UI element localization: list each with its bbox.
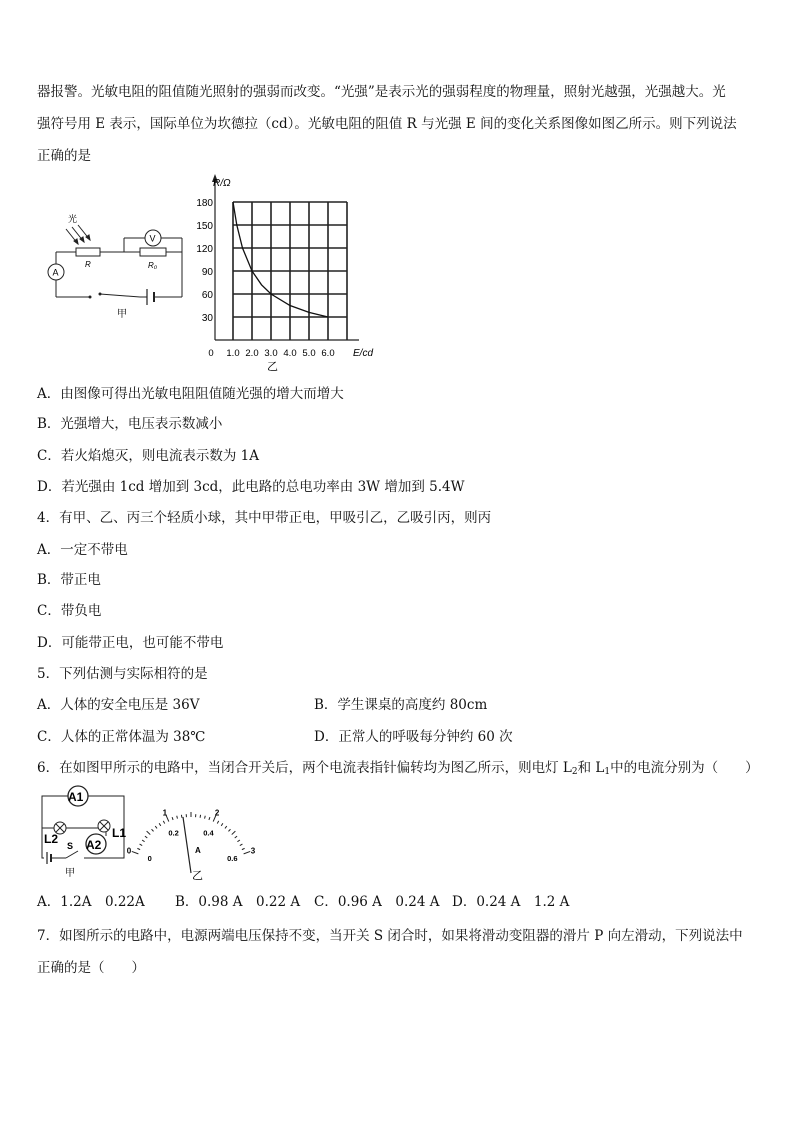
photoresistor-r <box>76 248 100 256</box>
meter-tick <box>140 844 143 845</box>
meter-tick <box>152 829 154 831</box>
resistance-curve <box>233 202 328 317</box>
meter-tick <box>235 836 237 838</box>
meter-tick <box>217 821 218 824</box>
q4-option-a: A．一定不带电 <box>37 542 128 558</box>
y-tick-label: 60 <box>201 290 213 301</box>
intro-line-2: 强符号用 E 表示，国际单位为坎德拉（cd）。光敏电阻的阻值 R 与光强 E 间的变化关系图像如图乙所示。则下列说法 <box>37 116 737 132</box>
q5-option-a: A．人体的安全电压是 36V <box>37 697 200 713</box>
r-label: R <box>85 260 91 269</box>
y-tick-label: 180 <box>196 198 213 209</box>
meter-tick <box>145 836 147 838</box>
svg-text:L2: L2 <box>44 832 59 846</box>
q3-option-c: C．若火焰熄灭，则电流表示数为 1A <box>37 448 259 464</box>
q7-stem-line-1: 7．如图所示的电路中，电源两端电压保持不变，当开关 S 闭合时，如果将滑动变阻器的滑片 P 向左滑动，下列说法中 <box>37 928 743 944</box>
x-tick-label: 6.0 <box>321 348 335 359</box>
q4-option-d: D．可能带正电，也可能不带电 <box>37 635 224 651</box>
meter-tick <box>244 851 251 853</box>
meter-tick <box>209 817 210 820</box>
y-axis-label: R/Ω <box>213 178 231 189</box>
meter-tick <box>132 851 139 853</box>
q5-stem: 5．下列估测与实际相符的是 <box>37 666 208 682</box>
meter-tick <box>147 831 151 834</box>
meter-tick <box>237 840 239 842</box>
q7-stem-line-2: 正确的是（ ） <box>37 960 145 976</box>
meter-tick <box>172 817 173 820</box>
meter-top-tick-label: 1 <box>162 808 168 818</box>
q4-option-c: C．带负电 <box>37 603 102 619</box>
meter-bottom-tick-label: 0 <box>147 853 152 863</box>
resistor-r0 <box>140 248 166 256</box>
q6-ammeter-dial <box>128 795 268 885</box>
y-tick-label: 150 <box>196 221 213 232</box>
svg-text:甲: 甲 <box>65 868 75 879</box>
meter-unit: A <box>195 846 201 855</box>
x-tick-label: 2.0 <box>245 348 259 359</box>
meter-bottom-tick-label: 0.2 <box>168 828 179 838</box>
voltmeter-label: V <box>149 233 156 244</box>
meter-tick <box>242 848 245 849</box>
meter-tick <box>221 823 223 826</box>
q3-option-b: B．光强增大，电压表示数减小 <box>37 416 223 432</box>
q5-option-b: B．学生课桌的高度约 80cm <box>314 697 488 713</box>
light-arrows-icon <box>66 225 90 244</box>
meter-tick <box>159 823 161 826</box>
meter-tick <box>177 816 178 819</box>
meter-tick <box>225 826 227 828</box>
ammeter-label: A <box>52 267 59 278</box>
x-tick-label: 1.0 <box>226 348 240 359</box>
q6-option-a: A．1.2A 0.22A <box>37 894 145 910</box>
meter-caption: 乙 <box>192 870 203 882</box>
light-label: 光 <box>68 214 78 224</box>
x-axis-label: E/cd <box>353 348 374 359</box>
q3-resistance-graph <box>195 170 375 375</box>
q5-option-c: C．人体的正常体温为 38℃ <box>37 729 206 745</box>
r0-label: R₀ <box>148 261 158 270</box>
meter-tick <box>137 848 140 849</box>
meter-top-tick-label: 0 <box>126 846 132 856</box>
y-tick-label: 90 <box>201 267 213 278</box>
q6-stem: 6．在如图甲所示的电路中，当闭合开关后，两个电流表指针偏转均为图乙所示，则电灯 $L_2$和 $L_1$中的电流分别为（ ） <box>37 760 759 777</box>
meter-top-tick-label: 2 <box>214 808 220 818</box>
x-tick-label: 4.0 <box>283 348 297 359</box>
q5-option-d: D．正常人的呼吸每分钟约 60 次 <box>314 729 513 745</box>
q3-option-d: D．若光强由 1cd 增加到 3cd，此电路的总电功率由 3W 增加到 5.4W <box>37 479 465 495</box>
q3-option-a: A．由图像可得出光敏电阻阻值随光强的增大而增大 <box>37 386 344 402</box>
circuit-caption: 甲 <box>117 309 127 320</box>
q6-option-d: D．0.24 A 1.2 A <box>452 894 570 910</box>
meter-needle <box>183 817 191 873</box>
meter-bottom-tick-label: 0.4 <box>203 828 214 838</box>
x-tick-label: 5.0 <box>302 348 316 359</box>
svg-text:A2: A2 <box>86 838 102 852</box>
q4-stem: 4．有甲、乙、丙三个轻质小球，其中甲带正电，甲吸引乙，乙吸引丙，则丙 <box>37 510 492 526</box>
q4-option-b: B．带正电 <box>37 572 101 588</box>
meter-tick <box>155 826 157 828</box>
meter-bottom-tick-label: 0.6 <box>227 853 238 863</box>
q3-circuit-diagram <box>40 205 200 325</box>
q6-circuit-diagram <box>38 788 133 880</box>
meter-tick <box>163 821 164 824</box>
svg-text:A1: A1 <box>68 790 84 804</box>
intro-line-3: 正确的是 <box>37 148 91 164</box>
intro-line-1: 器报警。光敏电阻的阻值随光照射的强弱而改变。“光强”是表示光的强弱程度的物理量，照射光越强，光强越大。光 <box>37 84 726 100</box>
meter-tick <box>228 829 230 831</box>
meter-tick <box>142 840 144 842</box>
q6-option-b: B．0.98 A 0.22 A <box>175 894 301 910</box>
lamp-l1-icon <box>98 820 110 832</box>
meter-tick <box>205 816 206 819</box>
meter-tick <box>240 844 243 845</box>
q6-option-c: C．0.96 A 0.24 A <box>314 894 440 910</box>
x-tick-label: 3.0 <box>264 348 278 359</box>
svg-text:S: S <box>67 841 74 851</box>
svg-text:L1: L1 <box>112 826 127 840</box>
x-tick-label: 0 <box>208 348 214 359</box>
y-tick-label: 120 <box>196 244 213 255</box>
y-tick-label: 30 <box>201 313 213 324</box>
meter-tick <box>232 831 236 834</box>
graph-caption: 乙 <box>267 361 278 373</box>
meter-top-tick-label: 3 <box>250 846 256 856</box>
